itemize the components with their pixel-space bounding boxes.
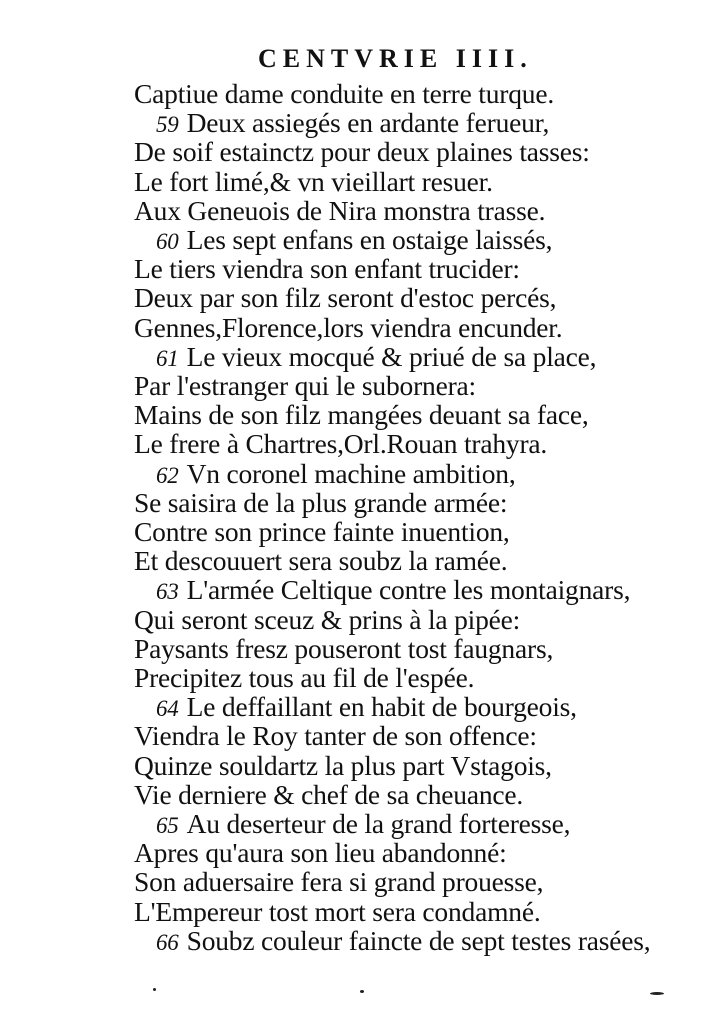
quatrain-first-line — [156, 457, 516, 489]
ink-speck — [650, 992, 664, 995]
verse-line — [134, 895, 541, 927]
verse-line-text: Vn coronel machine ambition, — [186, 457, 516, 489]
verse-line-text: Le frere à Chartres,Orl.Rouan trahyra. — [134, 428, 548, 460]
verse-line — [134, 284, 556, 312]
verse-line-text: Contre son prince fainte inuention, — [134, 516, 510, 547]
verse-line-text: L'armée Celtique contre les montaignars, — [186, 574, 631, 606]
quatrain-first-line — [156, 810, 570, 838]
verse-line — [134, 194, 546, 226]
verse-line-text: Deux assiegés en ardante ferueur, — [186, 107, 550, 139]
verse-line — [134, 372, 476, 400]
verse-line — [134, 778, 524, 810]
verse-line-text: De soif estainctz pour deux plaines tasses: — [134, 136, 590, 168]
verse-line-text: Mains de son filz mangées deuant sa face, — [134, 399, 589, 431]
verse-line-text: Gennes,Florence,lors viendra encunder. — [134, 311, 563, 343]
quatrain-first-line — [156, 226, 552, 254]
verse-line-text: Soubz couleur faincte de sept testes rasées, — [186, 924, 651, 956]
quatrain-number: 66 — [156, 929, 179, 955]
quatrain-first-line — [156, 576, 630, 604]
verse-line — [134, 868, 543, 896]
quatrain-first-line — [156, 109, 549, 137]
quatrain-first-line — [156, 693, 577, 721]
verse-line-text: Se saisira de la plus grande armée: — [134, 486, 508, 518]
verse-line — [134, 430, 547, 458]
verse-line — [134, 632, 554, 664]
verse-line-text: Captiue dame conduite en terre turque. — [134, 78, 555, 109]
verse-line-text: Par l'estranger qui le subornera: — [134, 370, 476, 401]
verse-line-text: Et descouuert sera soubz la ramée. — [134, 545, 508, 577]
verse-line — [134, 518, 510, 546]
verse-line-text: Apres qu'aura son lieu abandonné: — [134, 837, 507, 869]
quatrain-number: 61 — [156, 345, 179, 371]
verse-line — [134, 138, 590, 166]
ink-speck — [360, 990, 364, 993]
verse-line-text: Quinze souldartz la plus part Vstagois, — [134, 749, 552, 781]
quatrain-number: 63 — [156, 579, 179, 605]
verse-line-text: Viendra le Roy tanter de son offence: — [134, 720, 537, 752]
verse-line — [134, 80, 554, 108]
verse-line — [134, 839, 507, 867]
quatrain-first-line — [156, 340, 597, 372]
verse-line-text: Son aduersaire fera si grand prouesse, — [134, 866, 544, 898]
verse-line-text: Au deserteur de la grand forteresse, — [186, 808, 571, 839]
verse-line-text: Le vieux mocqué & priué de sa place, — [186, 340, 597, 372]
verse-line-text: Le fort limé,& vn vieillart resuer. — [134, 165, 493, 197]
quatrain-number: 59 — [156, 112, 179, 138]
verse-line — [134, 311, 563, 343]
quatrain-number: 64 — [156, 696, 179, 722]
verse-line-text: L'Empereur tost mort sera condamné. — [134, 895, 541, 927]
verse-line-text: Precipitez tous au fil de l'espée. — [134, 662, 475, 693]
quatrain-first-line — [156, 924, 651, 956]
verse-line-text: Les sept enfans en ostaige laissés, — [186, 224, 553, 255]
verse-line — [134, 603, 521, 635]
verse-line-text: Le tiers viendra son enfant trucider: — [134, 253, 520, 285]
verse-line — [134, 749, 552, 781]
verse-line — [134, 722, 537, 750]
verse-line — [134, 401, 589, 429]
running-header: CENTVRIE IIII. — [258, 44, 533, 73]
verse-line-text: Aux Geneuois de Nira monstra trasse. — [134, 194, 546, 226]
quatrain-number: 65 — [156, 813, 179, 838]
verse-line-text: Deux par son filz seront d'estoc percés, — [134, 282, 557, 314]
verse-line — [134, 255, 520, 283]
quatrain-number: 62 — [156, 462, 179, 488]
verse-line — [134, 165, 493, 197]
verse-line-text: Paysants fresz pouseront tost faugnars, — [134, 632, 554, 664]
verse-line — [134, 664, 474, 692]
ink-speck — [153, 988, 156, 991]
verse-line-text: Le deffaillant en habit de bourgeois, — [186, 691, 577, 723]
quatrain-number: 60 — [156, 229, 179, 254]
verse-line-text: Qui seront sceuz & prins à la pipée: — [134, 603, 521, 635]
verse-line — [134, 486, 508, 518]
verse-line-text: Vie derniere & chef de sa cheuance. — [134, 778, 524, 810]
verse-line — [134, 547, 507, 575]
